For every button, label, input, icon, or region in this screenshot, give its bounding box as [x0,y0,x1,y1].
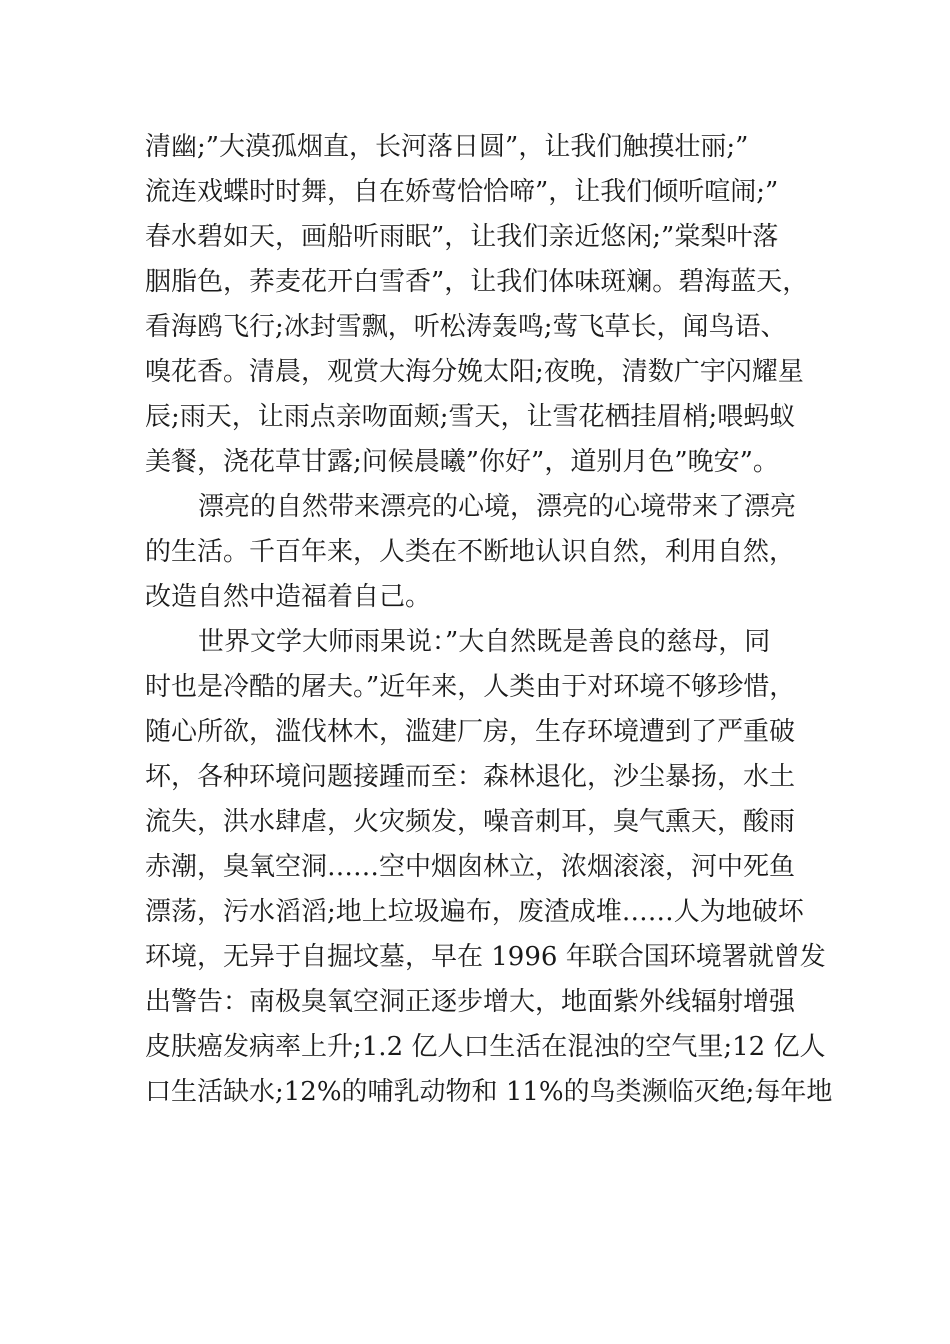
text-line: 看海鸥飞行;冰封雪飘，听松涛轰鸣;莺飞草长，闻鸟语、 [145,312,787,342]
text-line: 美餐，浇花草甘露;问候晨曦”你好”，道别月色”晚安”。 [145,447,779,477]
text-line: 流连戏蝶时时舞，自在娇莺恰恰啼”，让我们倾听喧闹;” [145,177,779,207]
text-line: 清幽;”大漠孤烟直，长河落日圆”，让我们触摸壮丽;” [145,132,749,162]
text-line: 出警告：南极臭氧空洞正逐步增大，地面紫外线辐射增强 [145,987,796,1017]
text-line: 环境，无异于自掘坟墓，早在 1996 年联合国环境署就曾发 [145,942,826,972]
text-line: 辰;雨天，让雨点亲吻面颊;雪天，让雪花栖挂眉梢;喂蚂蚁 [145,402,796,432]
text-line: 随心所欲，滥伐林木，滥建厂房，生存环境遭到了严重破 [145,717,796,747]
text-line: 胭脂色，荞麦花开白雪香”，让我们体味斑斓。碧海蓝天， [145,267,809,297]
text-line: 改造自然中造福着自己。 [145,582,432,612]
text-line: 流失，洪水肆虐，火灾频发，噪音刺耳，臭气熏天，酸雨 [145,807,796,837]
text-line: 皮肤癌发病率上升;1.2 亿人口生活在混浊的空气里;12 亿人 [145,1032,826,1062]
text-line: 嗅花香。清晨，观赏大海分娩太阳;夜晚，清数广宇闪耀星 [145,357,804,387]
text-line: 赤潮，臭氧空洞……空中烟囱林立，浓烟滚滚，河中死鱼 [145,852,796,882]
text-line: 口生活缺水;12%的哺乳动物和 11%的鸟类濒临灭绝;每年地 [145,1077,833,1107]
paragraph-start-line: 漂亮的自然带来漂亮的心境，漂亮的心境带来了漂亮 [198,492,797,522]
text-line: 的生活。千百年来，人类在不断地认识自然，利用自然， [145,537,796,567]
text-line: 坏，各种环境问题接踵而至：森林退化，沙尘暴扬，水土 [145,762,796,792]
text-line: 春水碧如天，画船听雨眠”，让我们亲近悠闲;”棠梨叶落 [145,222,779,252]
text-line: 漂荡，污水滔滔;地上垃圾遍布，废渣成堆……人为地破坏 [145,897,804,927]
paragraph-start-line: 世界文学大师雨果说：”大自然既是善良的慈母，同 [198,627,771,657]
text-line: 时也是冷酷的屠夫。”近年来，人类由于对环境不够珍惜， [145,672,796,702]
